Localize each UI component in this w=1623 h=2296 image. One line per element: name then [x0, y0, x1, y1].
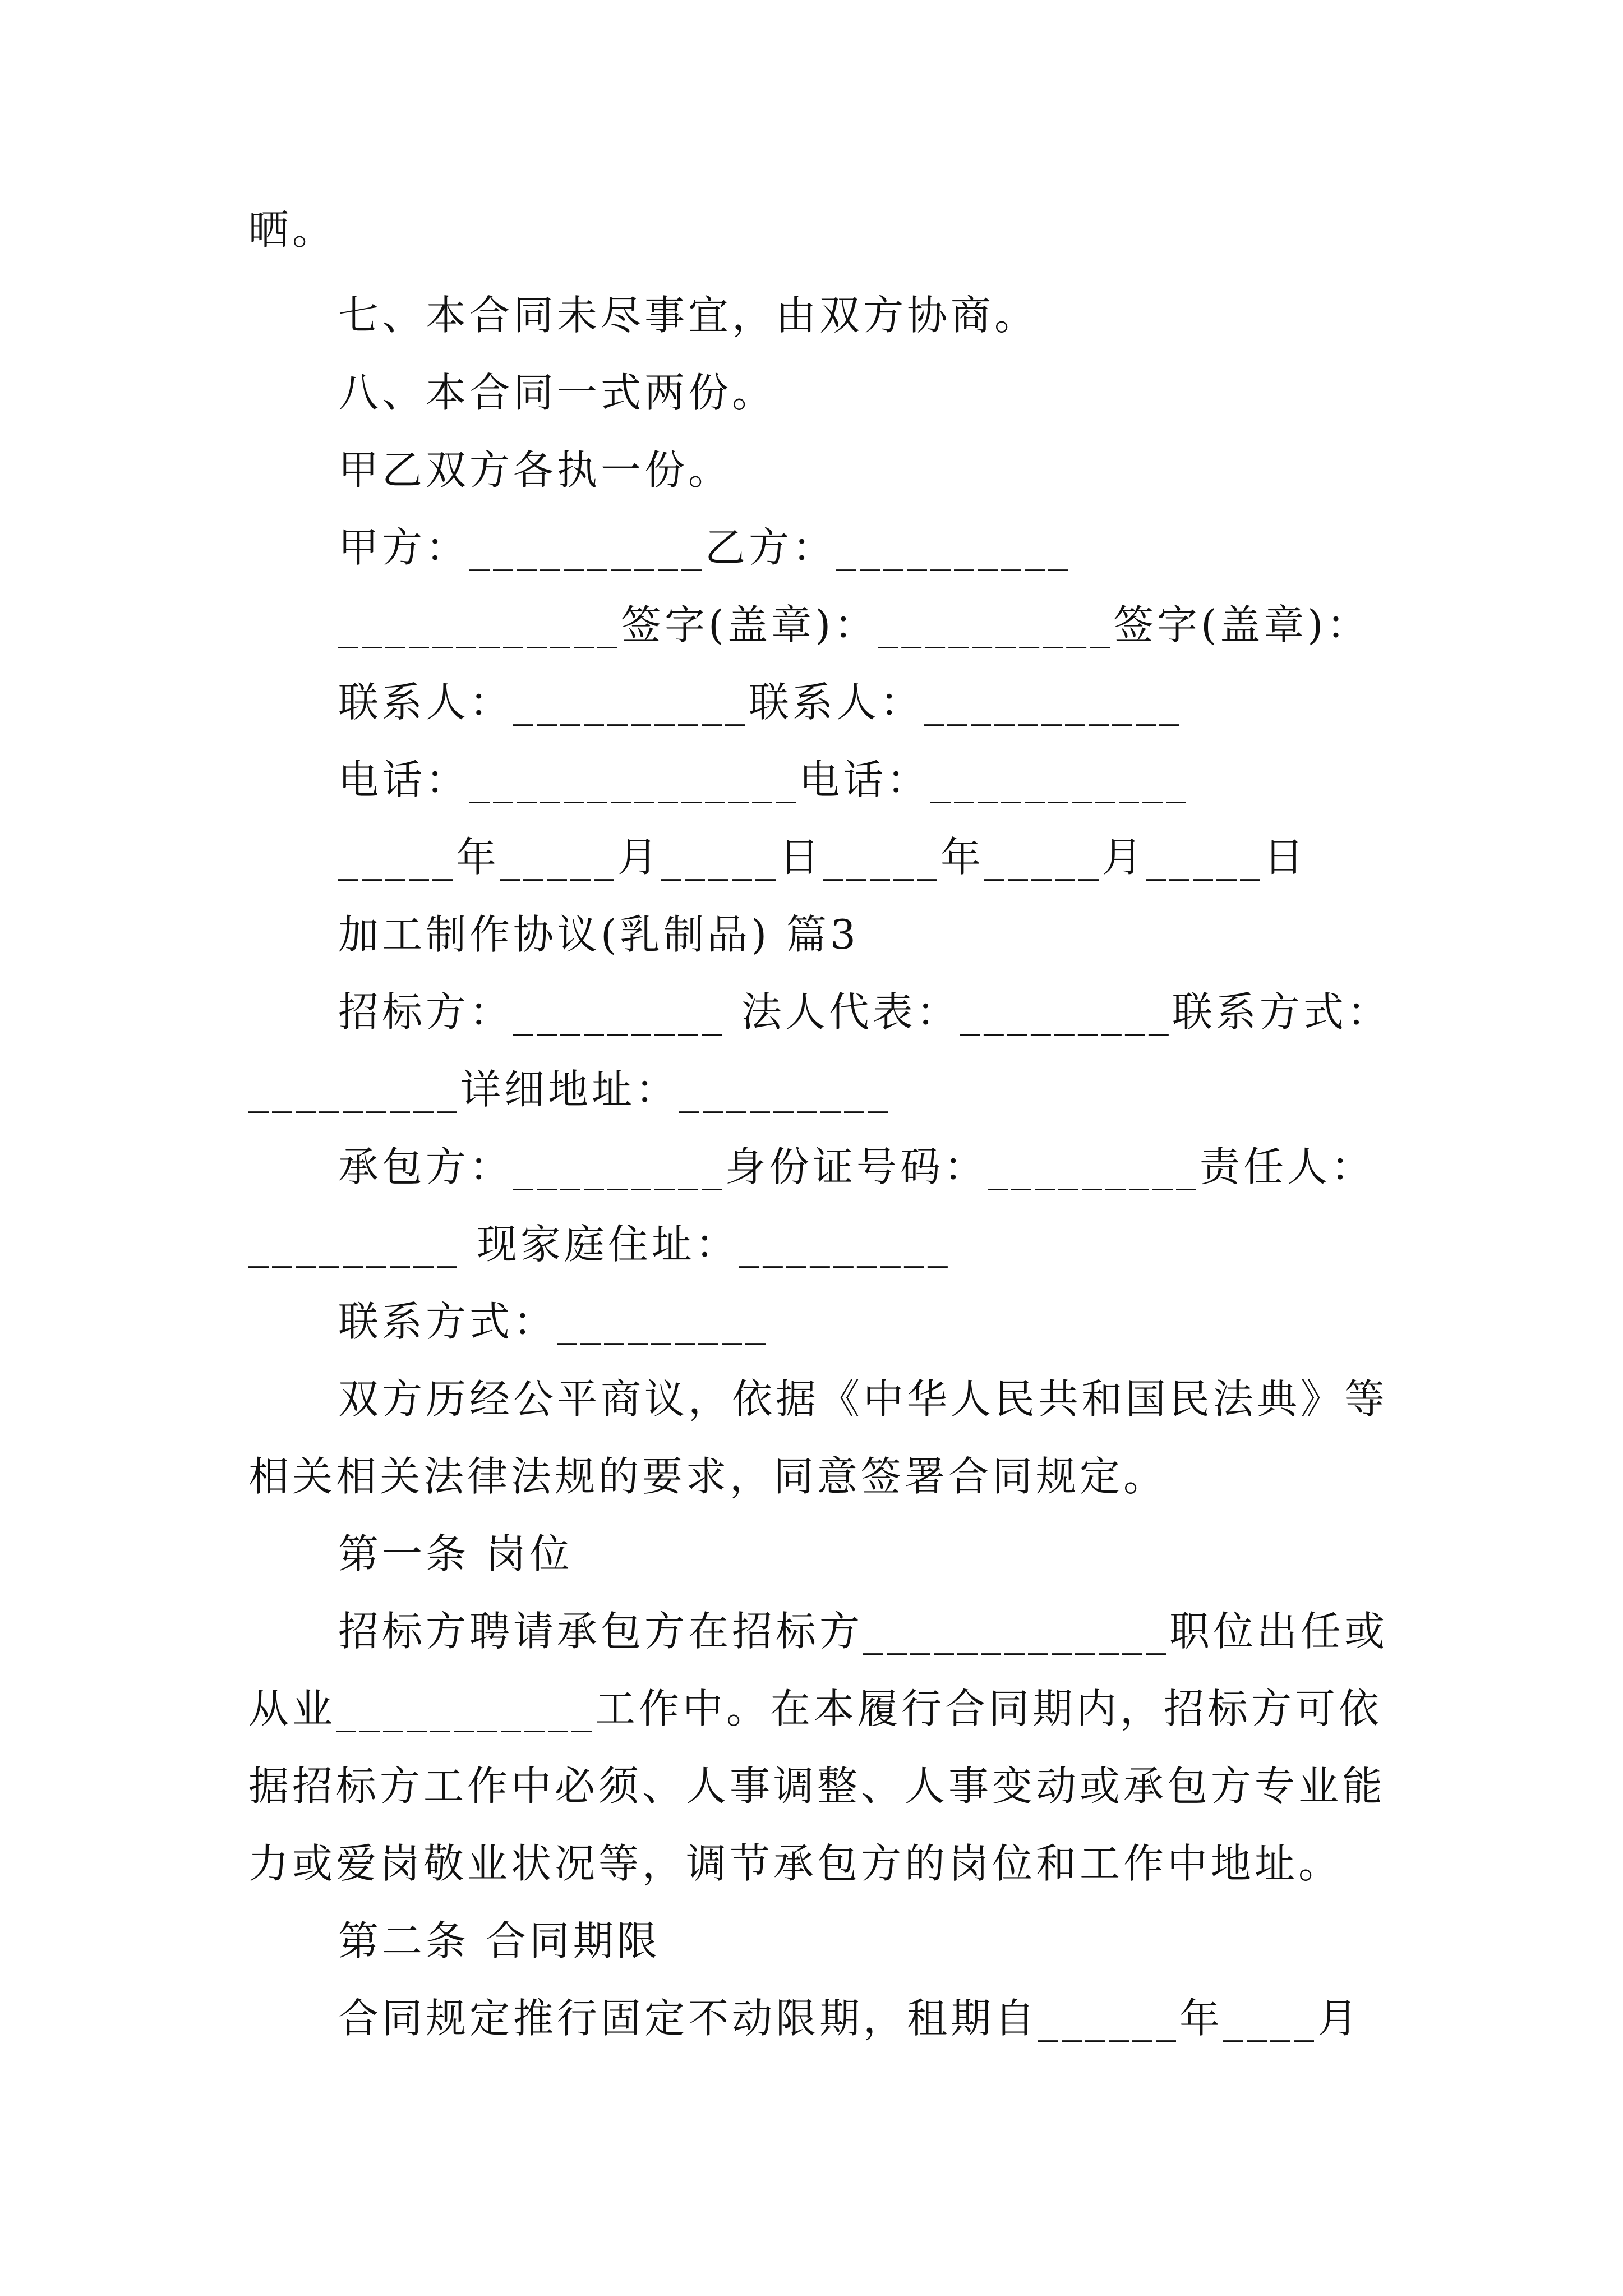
- paragraph-line: 力或爱岗敬业状况等，调节承包方的岗位和工作中地址。: [248, 1840, 1343, 1887]
- paragraph-line: 招标方聘请承包方在招标方_____________职位出任或: [338, 1608, 1389, 1655]
- signature-line: ____________签字(盖章)：__________签字(盖章)：: [338, 601, 1371, 648]
- text-line: 八、本合同一式两份。: [338, 369, 776, 416]
- article-heading: 第二条 合同期限: [338, 1917, 661, 1964]
- paragraph-line: 相关相关法律法规的要求，同意签署合同规定。: [248, 1453, 1168, 1500]
- party-info-line: _________详细地址：_________: [248, 1066, 892, 1113]
- paragraph-line: 据招标方工作中必须、人事调整、人事变动或承包方专业能: [248, 1763, 1386, 1810]
- signature-line: 甲方：__________乙方：__________: [338, 524, 1072, 571]
- paragraph-line: 合同规定推行固定不动限期，租期自______年____月: [338, 1995, 1362, 2042]
- text-line: 七、本合同未尽事宜，由双方协商。: [338, 292, 1039, 339]
- party-info-line: _________ 现家庭住址：_________: [248, 1221, 951, 1268]
- contact-line: 联系人：__________联系人：___________: [338, 679, 1183, 726]
- party-info-line: 招标方：_________ 法人代表：_________联系方式：: [338, 988, 1391, 1036]
- paragraph-line: 双方历经公平商议，依据《中华人民共和国民法典》等: [338, 1375, 1389, 1423]
- paragraph-line: 从业___________工作中。在本履行合同期内，招标方可依: [248, 1685, 1383, 1732]
- text-line: 甲乙双方各执一份。: [338, 447, 732, 494]
- section-title: 加工制作协议(乳制品) 篇3: [338, 911, 859, 958]
- party-info-line: 承包方：_________身份证号码：_________责任人：: [338, 1143, 1375, 1190]
- date-line: _____年_____月_____日_____年_____月_____日: [338, 834, 1308, 881]
- party-info-line: 联系方式：_________: [338, 1298, 769, 1345]
- text-line: 晒。: [248, 206, 336, 254]
- article-heading: 第一条 岗位: [338, 1530, 573, 1577]
- phone-line: 电话：______________电话：___________: [338, 756, 1190, 803]
